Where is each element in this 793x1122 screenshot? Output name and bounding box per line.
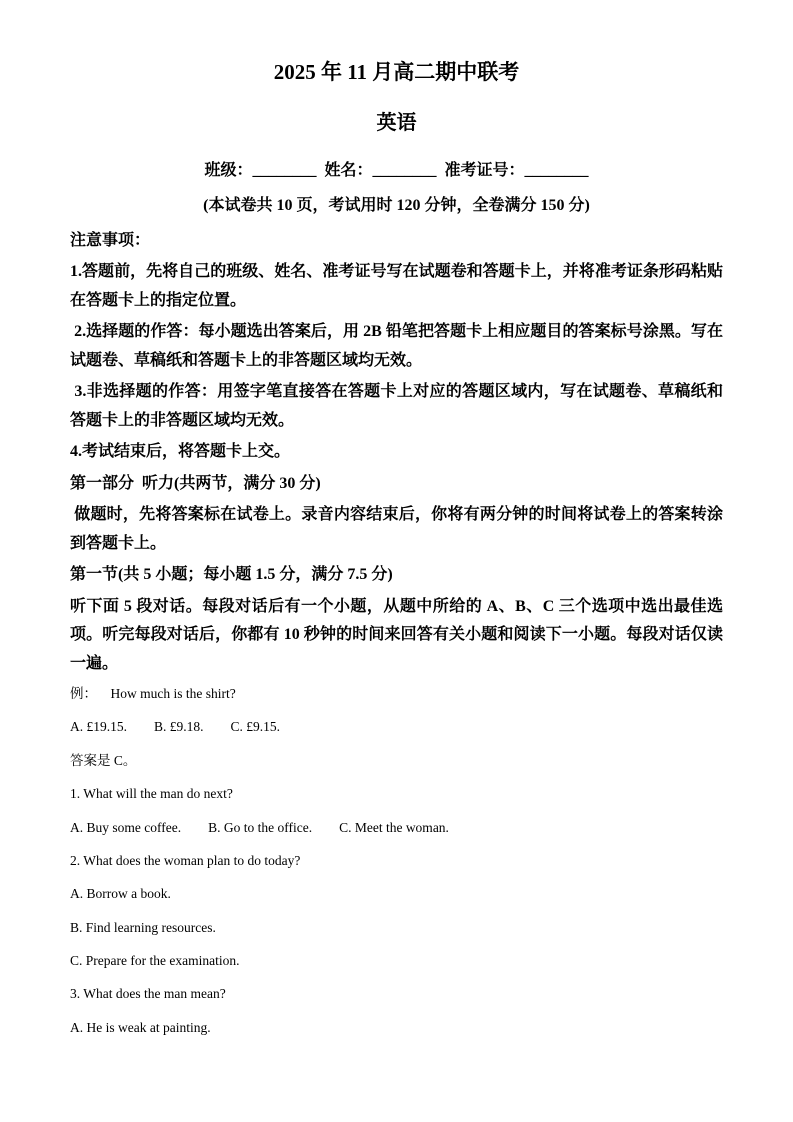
example-options: A. £19.15. B. £9.18. C. £9.15. — [70, 719, 281, 735]
section1-instruction: 听下面 5 段对话。每段对话后有一个小题，从题中所给的 A、B、C 三个选项中选出最佳选项。听完每段对话后，你都有 10 秒钟的时间来回答有关小题和阅读下一小题。每段对话仅读一遍。 — [70, 597, 723, 672]
student-info-line: 班级：________ 姓名：________ 准考证号：________ — [204, 162, 589, 179]
notice-item-2: 2.选择题的作答：每小题选出答案后，用 2B 铅笔把答题卡上相应题目的答案标号涂黑。写在试题卷、草稿纸和答题卡上的非答题区域均无效。 — [70, 323, 723, 369]
notice-item-3: 3.非选择题的作答：用签字笔直接答在答题卡上对应的答题区域内，写在试题卷、草稿纸和答题卡上的非答题区域均无效。 — [70, 383, 723, 429]
question-1-text: 1. What will the man do next? — [70, 786, 233, 802]
subject-title: 英语 — [376, 112, 417, 134]
question-2-option-b: B. Find learning resources. — [70, 919, 216, 935]
example-answer: 答案是 C。 — [70, 752, 137, 768]
example-prompt: 例： How much is the shirt? — [70, 686, 236, 702]
section1-heading: 第一节(共 5 小题；每小题 1.5 分，满分 7.5 分) — [70, 566, 393, 584]
question-2-option-a: A. Borrow a book. — [70, 886, 171, 902]
notice-item-4: 4.考试结束后，将答题卡上交。 — [70, 443, 291, 461]
exam-title: 2025 年 11 月高二期中联考 — [273, 60, 520, 84]
notice-item-1: 1.答题前，先将自己的班级、姓名、准考证号写在试题卷和答题卡上，并将准考证条形码粘贴在答题卡上的指定位置。 — [70, 263, 723, 309]
part1-heading: 第一部分 听力(共两节，满分 30 分) — [70, 474, 321, 492]
question-3-text: 3. What does the man mean? — [70, 986, 226, 1002]
paper-info-line: (本试卷共 10 页，考试用时 120 分钟，全卷满分 150 分) — [203, 197, 590, 214]
question-1-options: A. Buy some coffee. B. Go to the office. C. Meet the woman. — [70, 819, 449, 835]
notice-heading: 注意事项： — [70, 232, 151, 249]
question-3-option-a: A. He is weak at painting. — [70, 1019, 211, 1035]
question-2-text: 2. What does the woman plan to do today? — [70, 852, 301, 868]
question-2-option-c: C. Prepare for the examination. — [70, 953, 240, 969]
part1-instruction: 做题时，先将答案标在试卷上。录音内容结束后，你将有两分钟的时间将试卷上的答案转涂到答题卡上。 — [70, 506, 723, 552]
